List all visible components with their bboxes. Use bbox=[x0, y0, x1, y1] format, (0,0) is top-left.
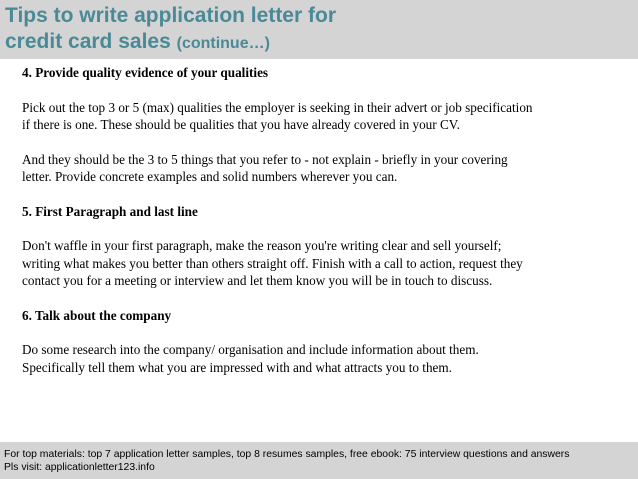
paragraph-first-paragraph bbox=[22, 237, 618, 290]
paragraph-qualities-1 bbox=[22, 99, 618, 134]
paragraph-line: Specifically tell them what you are impressed with and what attracts you to them. bbox=[22, 359, 452, 375]
paragraph-line: Do some research into the company/ organisation and include information about them. bbox=[22, 342, 479, 357]
title-line-2: credit card sales bbox=[5, 30, 171, 53]
title-line-1: Tips to write application letter for bbox=[5, 4, 336, 27]
slide-body bbox=[22, 64, 618, 376]
slide-title bbox=[5, 3, 336, 57]
section-heading-6: 6. Talk about the company bbox=[22, 307, 172, 323]
footer-line-2: Pls visit: applicationletter123.info bbox=[4, 462, 155, 473]
title-suffix: (continue…) bbox=[176, 35, 270, 52]
paragraph-line: Don't waffle in your first paragraph, make the reason you're writing clear and sell yourself; bbox=[22, 238, 502, 253]
paragraph-qualities-2 bbox=[22, 151, 618, 186]
section-heading-5: 5. First Paragraph and last line bbox=[22, 203, 198, 219]
paragraph-line: if there is one. These should be qualities that you have already covered in your CV. bbox=[22, 117, 460, 132]
slide-header bbox=[0, 0, 638, 59]
paragraph-line: letter. Provide concrete examples and solid numbers wherever you can. bbox=[22, 169, 398, 184]
paragraph-company bbox=[22, 341, 618, 376]
section-heading-4: 4. Provide quality evidence of your qualities bbox=[22, 65, 269, 80]
paragraph-line: writing what makes you better than others straight off. Finish with a call to action, request they bbox=[22, 255, 523, 271]
slide-footer bbox=[0, 442, 638, 479]
paragraph-line: Pick out the top 3 or 5 (max) qualities the employer is seeking in their advert or job specification bbox=[22, 99, 533, 115]
footer-line-1: For top materials: top 7 application letter samples, top 8 resumes samples, free ebook: 75 interview questions and answers bbox=[4, 449, 570, 460]
paragraph-line: contact you for a meeting or interview and let them know you will be in touch to discuss. bbox=[22, 273, 493, 288]
paragraph-line: And they should be the 3 to 5 things that you refer to - not explain - briefly in your covering bbox=[22, 151, 508, 167]
